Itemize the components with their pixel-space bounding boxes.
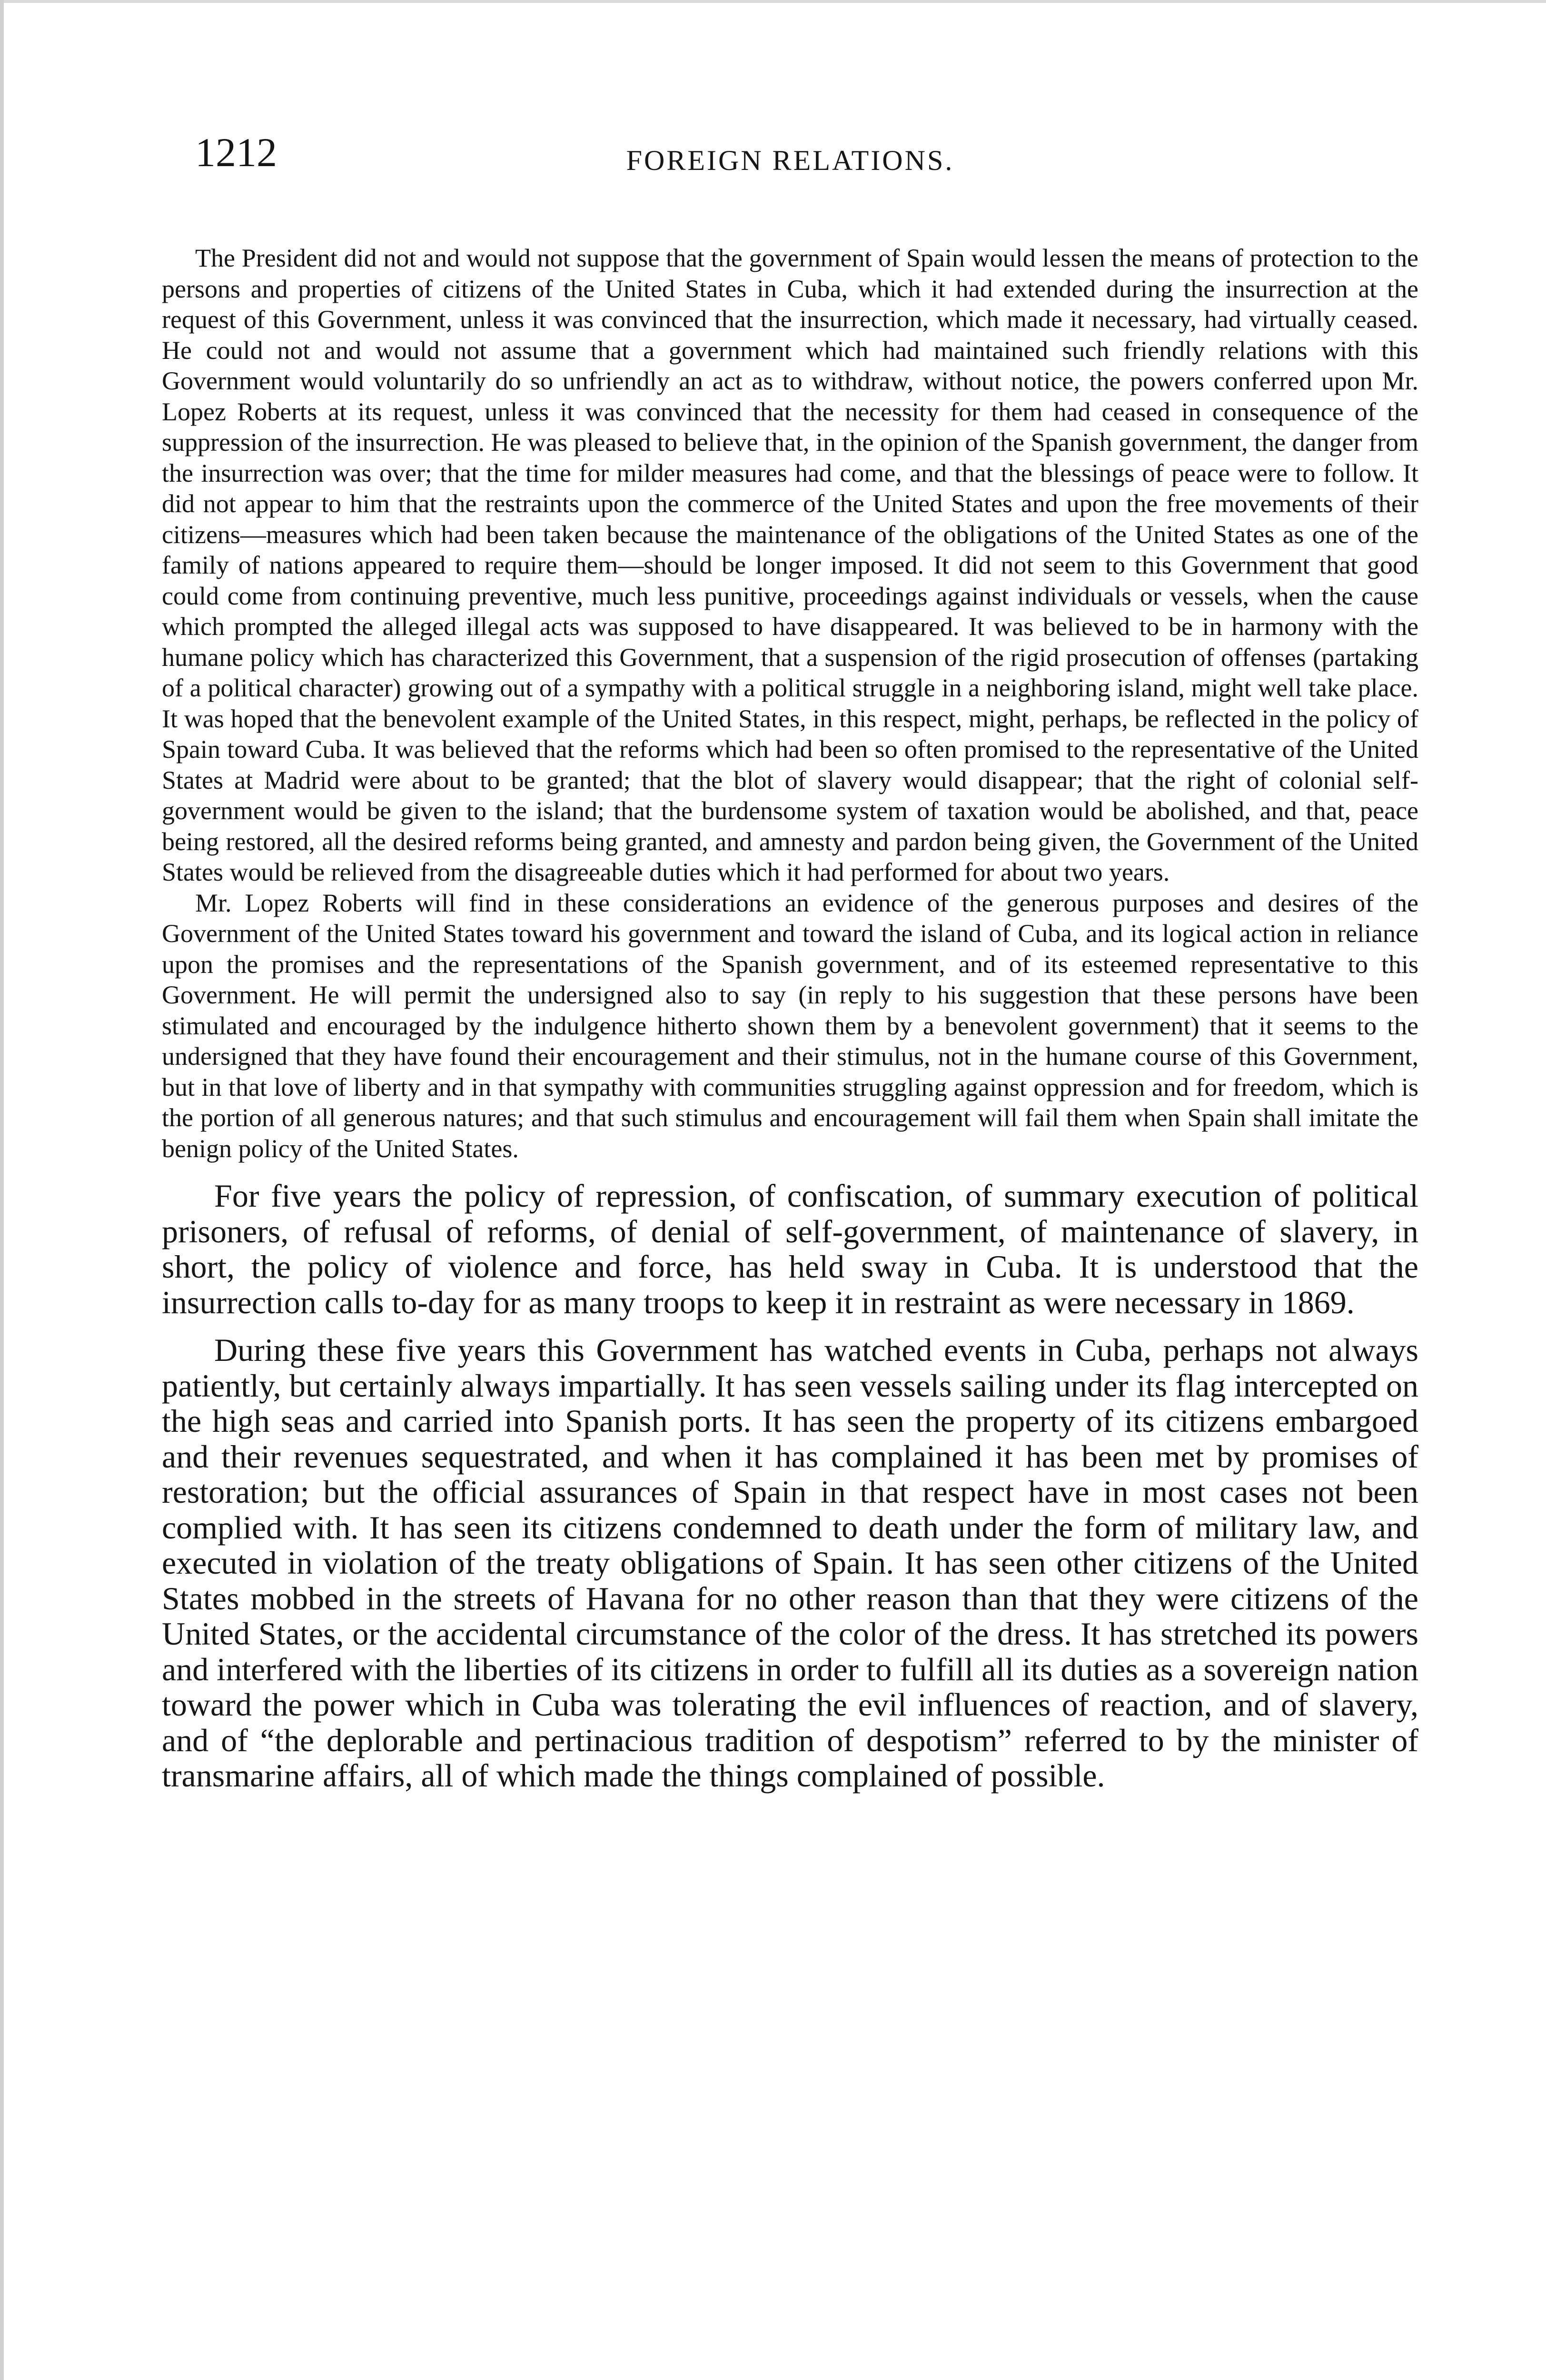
scan-top-edge	[0, 0, 1546, 3]
quoted-paragraph-1: The President did not and would not suppose that the government of Spain would lessen the means of protection to the persons and properties of citizens of the United States in Cuba, which it had extended during the insurrection at the request of this Government, unless it was convinced that the insurrection, which made it necessary, had virtually ceased. He could not and would not assume that a government which had maintained such friendly relations with this Government would voluntarily do so unfriendly an act as to withdraw, without notice, the powers conferred upon Mr. Lopez Roberts at its request, unless it was convinced that the necessity for them had ceased in consequence of the suppression of the insurrection. He was pleased to believe that, in the opinion of the Spanish government, the danger from the insurrection was over; that the time for milder measures had come, and that the blessings of peace were to follow. It did not appear to him that the restraints upon the commerce of the United States and upon the free movements of their citizens—measures which had been taken because the maintenance of the obligations of the United States as one of the family of nations appeared to require them—should be longer imposed. It did not seem to this Government that good could come from continuing preventive, much less punitive, proceedings against individuals or vessels, when the cause which prompted the alleged illegal acts was supposed to have disappeared. It was believed to be in harmony with the humane policy which has characterized this Government, that a suspension of the rigid prosecution of offenses (partaking of a political character) growing out of a sympathy with a political struggle in a neighboring island, might well take place. It was hoped that the benevolent example of the United States, in this respect, might, perhaps, be reflected in the policy of Spain toward Cuba. It was believed that the reforms which had been so often promised to the representative of the United States at Madrid were about to be granted; that the blot of slavery would disappear; that the right of colonial self-government would be given to the island; that the burdensome system of taxation would be abolished, and that, peace being restored, all the desired reforms being granted, and amnesty and pardon being given, the Government of the United States would be relieved from the disagreeable duties which it had performed for about two years.	[162, 244, 1418, 886]
document-page	[162, 129, 1418, 1794]
quoted-note	[162, 243, 1418, 1164]
main-paragraph-1: For five years the policy of repression, of confiscation, of summary execution of political prisoners, of refusal of reforms, of denial of self-government, of maintenance of slavery, in short, the policy of violence and force, has held sway in Cuba. It is understood that the insurrection calls to-day for as many troops to keep it in restraint as were necessary in 1869.	[162, 1178, 1418, 1320]
scan-left-edge	[0, 0, 4, 2380]
main-text	[162, 1178, 1418, 1794]
page-header	[162, 129, 1418, 186]
running-title: FOREIGN RELATIONS.	[626, 145, 954, 176]
main-paragraph-2: During these five years this Government has watched events in Cuba, perhaps not always patiently, but certainly always impartially. It has seen vessels sailing under its flag intercepted on the high seas and carried into Spanish ports. It has seen the property of its citizens embargoed and their revenues sequestrated, and when it has complained it has been met by promises of restoration; but the official assurances of Spain in that respect have in most cases not been complied with. It has seen its citizens condemned to death under the form of military law, and executed in violation of the treaty obligations of Spain. It has seen other citizens of the United States mobbed in the streets of Havana for no other reason than that they were citizens of the United States, or the accidental circumstance of the color of the dress. It has stretched its powers and interfered with the liberties of its citizens in order to fulfill all its duties as a sovereign nation toward the power which in Cuba was tolerating the evil influences of reaction, and of slavery, and of “the deplorable and pertinacious tradition of despotism” referred to by the minister of transmarine affairs, all of which made the things complained of possible.	[162, 1332, 1418, 1794]
page-number: 1212	[195, 129, 277, 175]
quoted-paragraph-2: Mr. Lopez Roberts will find in these considerations an evidence of the generous purposes and desires of the Government of the United States toward his government and toward the island of Cuba, and its logical action in reliance upon the promises and the representations of the Spanish government, and of its esteemed representative to this Government. He will permit the undersigned also to say (in reply to his suggestion that these persons have been stimulated and encouraged by the indulgence hitherto shown them by a benevolent government) that it seems to the undersigned that they have found their encouragement and their stimulus, not in the humane course of this Government, but in that love of liberty and in that sympathy with communities struggling against oppression and for freedom, which is the portion of all generous natures; and that such stimulus and encouragement will fail them when Spain shall imitate the benign policy of the United States.	[162, 888, 1418, 1163]
